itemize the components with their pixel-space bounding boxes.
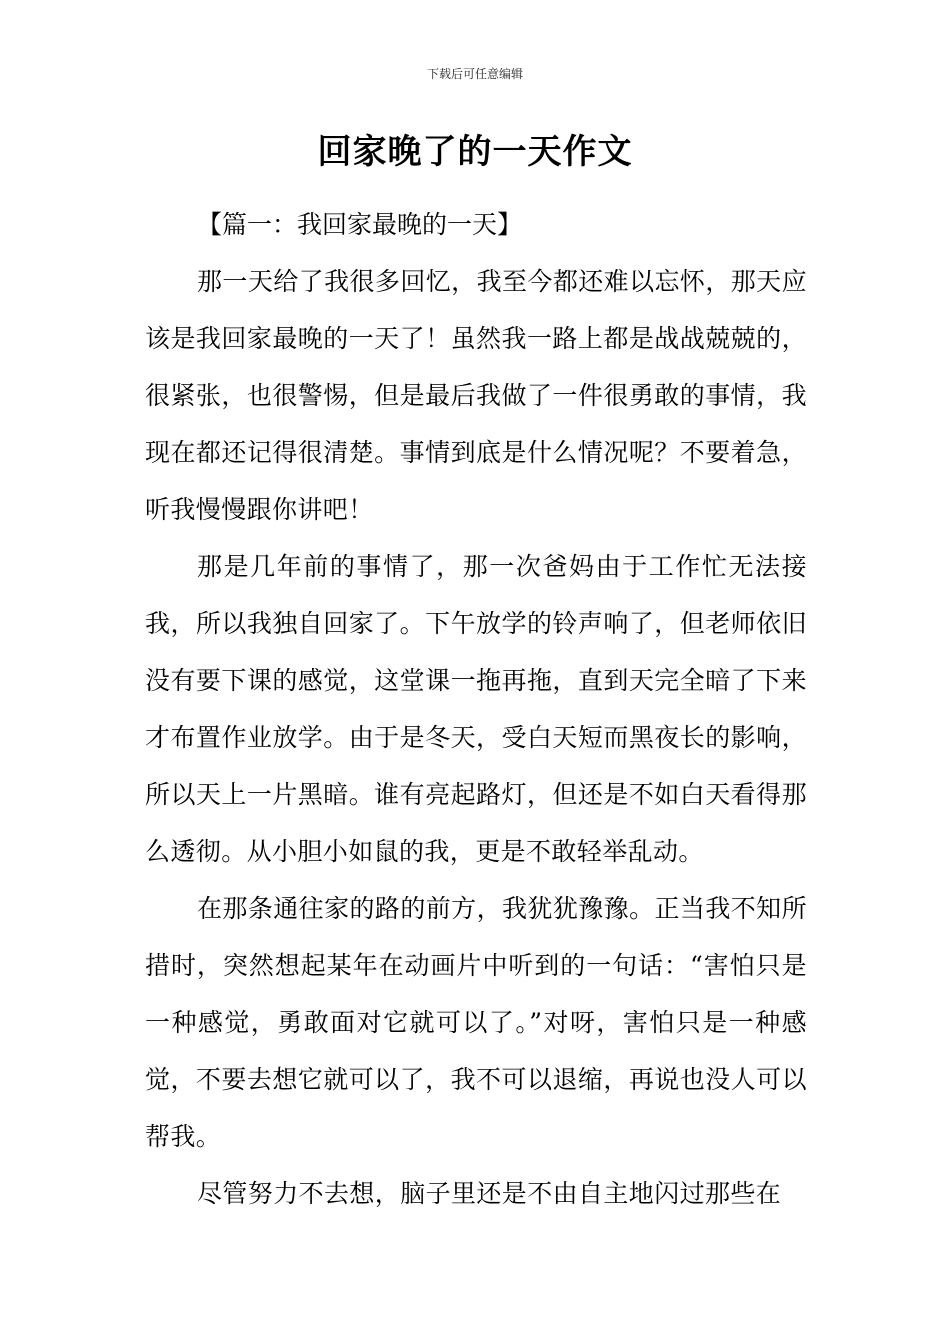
section-subtitle: 【篇一：我回家最晚的一天】 (197, 210, 523, 239)
paragraph-4: 尽管努力不去想，脑子里还是不由自主地闪过那些在 (197, 1179, 782, 1208)
paragraph-2: 那是几年前的事情了，那一次爸妈由于工作忙无法接我，所以我独自回家了。下午放学的铃声响了，但老师依旧没有要下课的感觉，这堂课一拖再拖，直到天完全暗了下来才布置作业放学。由于是冬天，受白天短而黑夜长的影响，所以天上一片黑暗。谁有亮起路灯，但还是不如白天看得那么透彻。从小胆小如鼠的我，更是不敢轻举乱动。 (145, 552, 807, 866)
page-title: 回家晚了的一天作文 (317, 132, 633, 172)
document-body (145, 196, 807, 1222)
paragraph-3: 在那条通往家的路的前方，我犹犹豫豫。正当我不知所措时，突然想起某年在动画片中听到的一句话：“害怕只是一种感觉，勇敢面对它就可以了。”对呀，害怕只是一种感觉，不要去想它就可以了，我不可以退缩，再说也没人可以帮我。 (145, 894, 807, 1151)
header-note: 下载后可任意编辑 (426, 67, 523, 81)
paragraph-1: 那一天给了我很多回忆，我至今都还难以忘怀，那天应该是我回家最晚的一天了！虽然我一路上都是战战兢兢的，很紧张，也很警惕，但是最后我做了一件很勇敢的事情，我现在都还记得很清楚。事情到底是什么情况呢？不要着急，听我慢慢跟你讲吧！ (145, 267, 807, 524)
